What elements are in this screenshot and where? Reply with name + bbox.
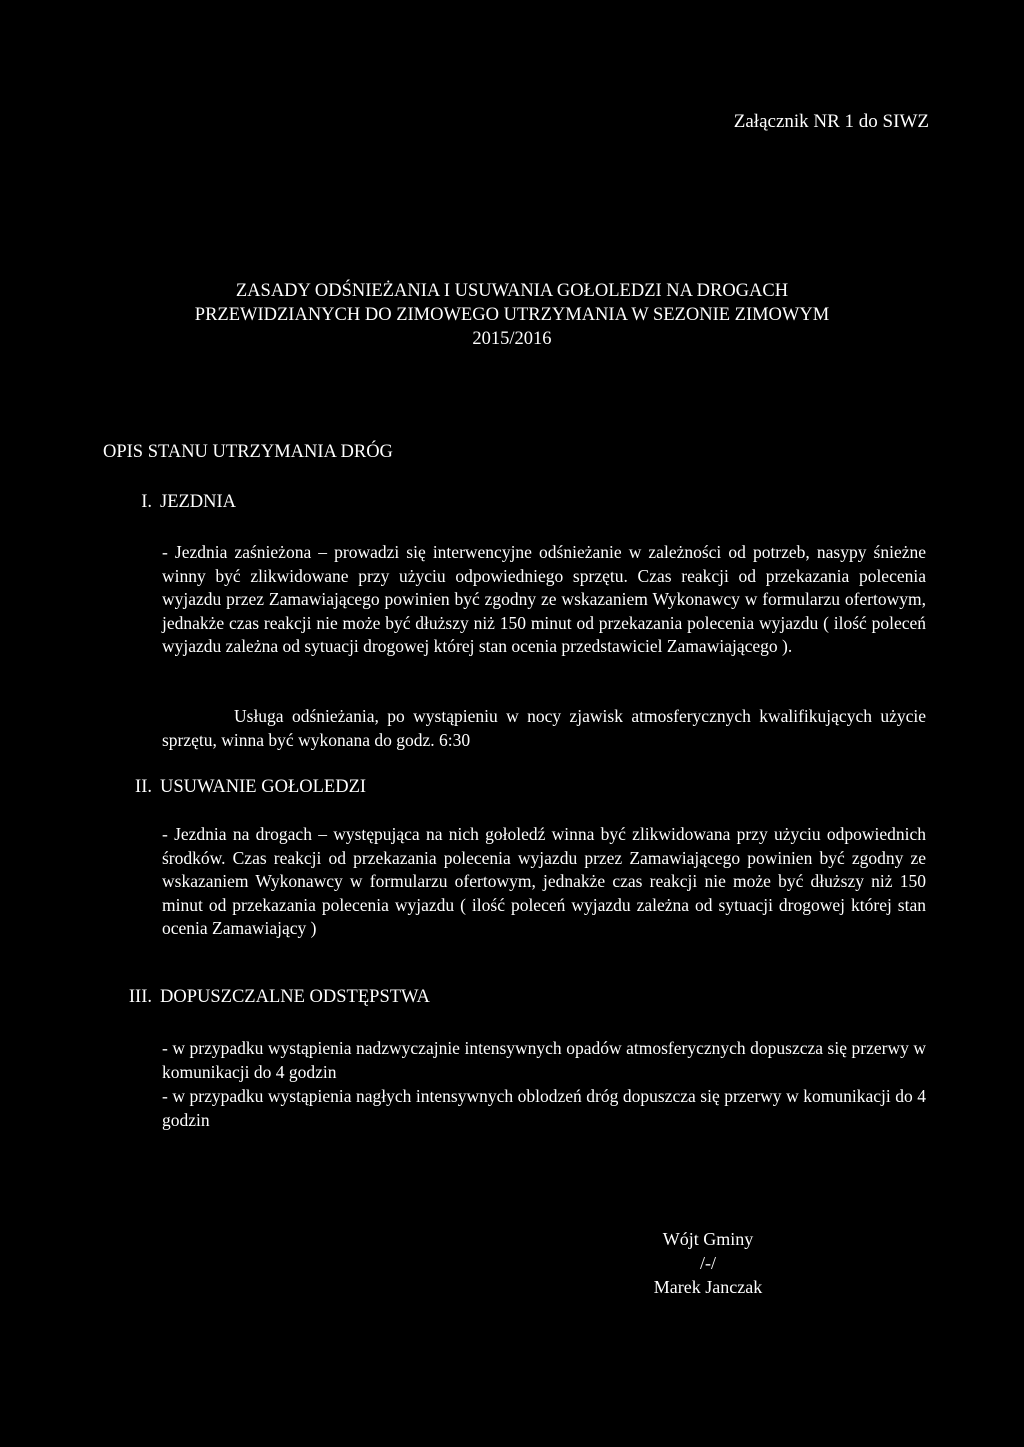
signature-block bbox=[628, 1227, 788, 1299]
section-title: USUWANIE GOŁOLEDZI bbox=[160, 777, 367, 797]
section-heading-jezdnia bbox=[141, 492, 237, 513]
section-title: JEZDNIA bbox=[160, 492, 237, 512]
list-item: - w przypadku wystąpienia nagłych intensywnych oblodzeń dróg dopuszcza się przerwy w komunikacji do 4 godzin bbox=[162, 1086, 926, 1130]
section-heading-dopuszczalne-odstepstwa bbox=[128, 987, 430, 1008]
section-title: DOPUSZCZALNE ODSTĘPSTWA bbox=[160, 987, 430, 1007]
annex-label: Załącznik NR 1 do SIWZ bbox=[733, 111, 929, 132]
document-subtitle: OPIS STANU UTRZYMANIA DRÓG bbox=[103, 442, 393, 462]
title-line-3: 2015/2016 bbox=[472, 329, 552, 349]
list-item: - w przypadku wystąpienia nadzwyczajnie intensywnych opadów atmosferycznych dopuszcza się przerwy w komunikacji do 4 godzin bbox=[162, 1038, 926, 1082]
title-line-1: ZASADY ODŚNIEŻANIA I USUWANIA GOŁOLEDZI NA DROGACH bbox=[235, 281, 789, 301]
section-heading-usuwanie-gololedzi bbox=[135, 777, 367, 798]
section-note: Usługa odśnieżania, po wystąpieniu w nocy zjawisk atmosferycznych kwalifikujących użycie sprzętu, winna być wykonana do godz. 6:30 bbox=[162, 706, 926, 750]
signature-mark: /-/ bbox=[700, 1253, 716, 1273]
section-number: III. bbox=[128, 987, 152, 1007]
signature-role: Wójt Gminy bbox=[662, 1229, 754, 1249]
signature-name: Marek Janczak bbox=[653, 1277, 763, 1297]
title-line-2: PRZEWIDZIANYCH DO ZIMOWEGO UTRZYMANIA W SEZONIE ZIMOWYM bbox=[194, 305, 830, 325]
section-number: I. bbox=[141, 492, 152, 512]
section-number: II. bbox=[135, 777, 152, 797]
document-title bbox=[0, 279, 1024, 351]
section-paragraph: - Jezdnia zaśnieżona – prowadzi się interwencyjne odśnieżanie w zależności od potrzeb, nasypy śnieżne winny być zlikwidowane przy użyciu odpowiedniego sprzętu. Czas reakcji od przekazania polecenia wyjazdu przez Zamawiającego powinien być zgodny ze wskazaniem Wykonawcy w formularzu ofertowym, jednakże czas reakcji nie może być dłuższy niż 150 minut od przekazania polecenia wyjazdu ( ilość poleceń wyjazdu zależna od sytuacji drogowej której stan ocenia przedstawiciel Zamawiającego ). bbox=[162, 542, 926, 657]
section-paragraph: - Jezdnia na drogach – występująca na nich gołoledź winna być zlikwidowana przy użyciu odpowiednich środków. Czas reakcji od przekazania polecenia wyjazdu przez Zamawiającego powinien być zgodny ze wskazaniem Wykonawcy w formularzu ofertowym, jednakże czas reakcji nie może być dłuższy niż 150 minut od przekazania polecenia wyjazdu ( ilość poleceń wyjazdu zależna od sytuacji drogowej której stan ocenia Zamawiający ) bbox=[162, 824, 926, 939]
